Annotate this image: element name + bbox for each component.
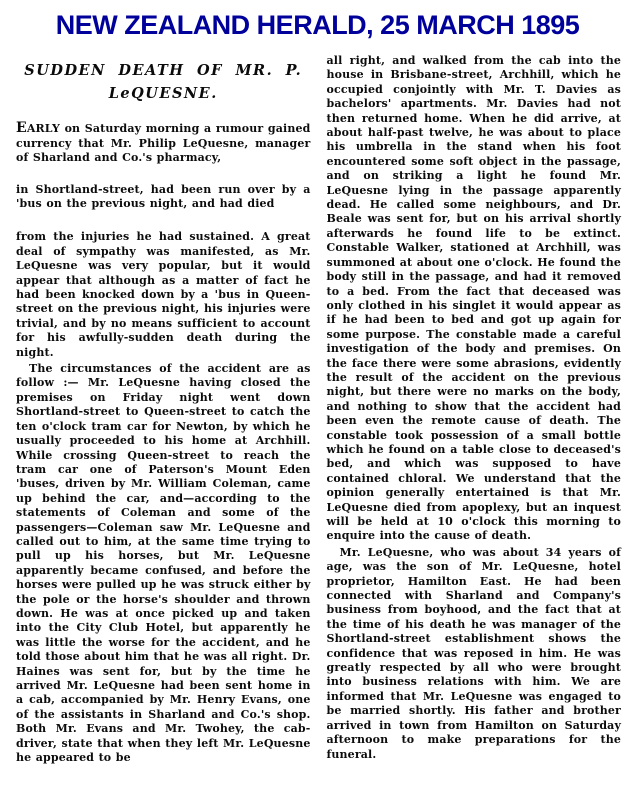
headline-line-1: SUDDEN DEATH OF MR. P.: [24, 62, 303, 79]
page-title: NEW ZEALAND HERALD, 25 MARCH 1895: [55, 10, 580, 40]
article-body: [0, 43, 635, 765]
paragraph-fragment: in Shortland-street, had been run over by a 'bus on the previous night, and had died: [16, 182, 311, 210]
headline-line-2: LeQUESNE.: [108, 85, 218, 103]
paragraph-continuation: all right, and walked from the cab into the house in Brisbane-street, Archhill, which he occupied conjointly with Mr. T. Davies as bachelors' apartments. Mr. Davies had not then returned home. When he did arrive, at about half-past twelve, he was about to place his umbrella in the stand when his foot encountered some soft object in the passage, and on striking a light he found Mr. LeQuesne lying in the passage apparently dead. He called some neighbours, and Dr. Beale was sent for, but on his arrival shortly afterwards he found life to be extinct. Constable Walker, stationed at Archhill, was summoned at about one o'clock. He found the body still in the passage, and had it removed to a bed. From the fact that deceased was only clothed in his singlet it would appear as if he had been to bed and got up again for some purpose. The constable made a careful investigation of the body and premises. On the face there were some abrasions, evidently the result of the accident on the previous night, but there were no marks on the body, and nothing to show that the accident had been even the remote cause of death. The constable took possession of a small bottle which he found on a table close to deceased's bed, and which was supposed to have contained chloral. We understand that the opinion generally entertained is that Mr. LeQuesne died from apoplexy, but an inquest will be held at 10 o'clock this morning to enquire into the cause of death.: [326, 54, 621, 543]
article-headline: [16, 59, 311, 105]
paragraph: Mr. LeQuesne, who was about 34 years of age, was the son of Mr. LeQuesne, hotel proprietor, Hamilton East. He had been connected with Sharland and Company's business from boyhood, and the fact that at the time of his death he was manager of the Shortland-street establishment shows the confidence that was reposed in him. He was greatly respected by all who were brought into business relations with him. We are informed that Mr. LeQuesne was engaged to be married shortly. His father and brother arrived in town from Hamilton on Saturday afternoon to make preparations for the funeral.: [326, 545, 621, 761]
article-column-left: [16, 51, 311, 765]
article-column-right: [327, 51, 622, 765]
paragraph: The circumstances of the accident are as follow :— Mr. LeQuesne having closed the premises on Friday night went down Shortland-street to Queen-street to catch the ten o'clock tram car for Newton, by which he usually proceeded to his home at Archhill. While crossing Queen-street to reach the tram car one of Paterson's Mount Eden 'buses, driven by Mr. William Coleman, came up behind the car, and—according to the statements of Coleman and some of the passengers—Coleman saw Mr. LeQuesne and called out to him, at the same time trying to pull up his horses, but Mr. LeQuesne apparently became confused, and before the horses were pulled up he was struck either by the pole or the horse's shoulder and thrown down. He was at once picked up and taken into the City Club Hotel, but apparently he was little the worse for the accident, and he told those about him that he was all right. Dr. Haines was sent for, but by the time he arrived Mr. LeQuesne had been sent home in a cab, accompanied by Mr. Henry Evans, one of the assistants in Sharland and Co.'s shop. Both Mr. Evans and Mr. Twohey, the cab-driver, state that when they left Mr. LeQuesne he appeared to be: [16, 362, 311, 765]
paragraph: from the injuries he had sustained. A great deal of sympathy was manifested, as Mr. LeQuesne was very popular, but it would appear that although as a matter of fact he had been knocked down by a 'bus in Queen-street on the previous night, his injuries were trivial, and by no means sufficient to account for his awfully-sudden death during the night.: [16, 230, 311, 359]
paragraph-lead: EARLY on Saturday morning a rumour gained currency that Mr. Philip LeQuesne, manager of Sharland and Co.'s pharmacy,: [16, 120, 311, 165]
